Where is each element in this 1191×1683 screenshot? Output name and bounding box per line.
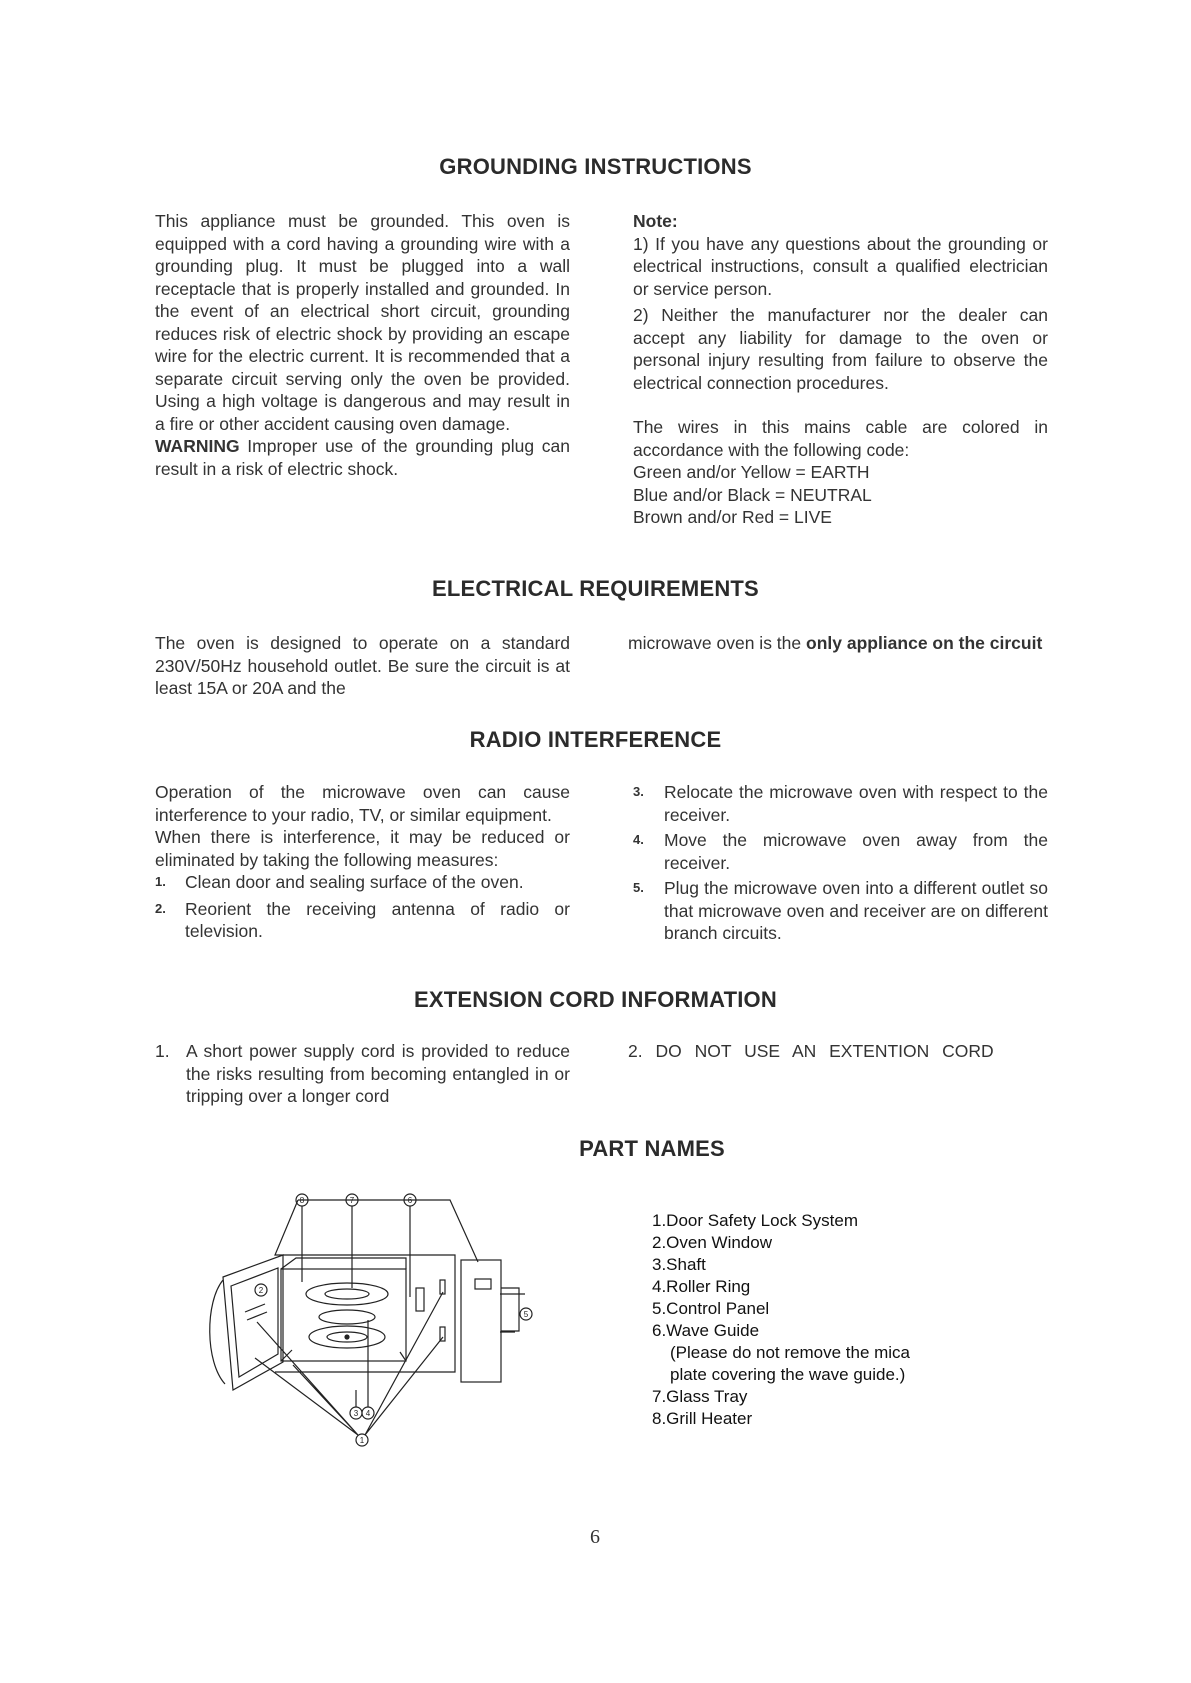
extension-right — [628, 1040, 1043, 1063]
radio-right — [633, 781, 1048, 945]
grounding-heading: GROUNDING INSTRUCTIONS — [439, 154, 752, 179]
measure-item: 5. Plug the microwave oven into a different outlet so that microwave oven and receiver are on different branch circuits. — [633, 878, 1048, 943]
extension-item: 1. A short power supply cord is provided to reduce the risks resulting from becoming entangled in or tripping over a longer cord — [155, 1041, 570, 1106]
electrical-left — [155, 632, 570, 700]
note-1: 1) If you have any questions about the grounding or electrical instructions, consult a qualified electrician or service person. — [633, 233, 1048, 299]
electrical-text-cont: microwave oven is the — [628, 633, 806, 653]
grounding-body: This appliance must be grounded. This oven is equipped with a cord having a grounding wire with a grounding plug. It must be plugged into a wall receptacle that is properly installed and grounded. In the event of an electrical short circuit, grounding reduces risk of electric shock by providing an escape wire for the electric current. It is recommended that a separate circuit serving only the oven be provided. Using a high voltage is dangerous and may result in a fire or other accident causing oven damage. — [155, 211, 570, 434]
radio-intro-2: When there is interference, it may be reduced or eliminated by taking the following measures: — [155, 827, 570, 870]
warning-label: WARNING — [155, 436, 240, 456]
electrical-text: The oven is designed to operate on a standard 230V/50Hz household outlet. Be sure the circuit is at least 15A or 20A and the — [155, 633, 570, 698]
callout-label: 7 — [349, 1196, 355, 1205]
measure-item: 2. Reorient the receiving antenna of radio or television. — [155, 898, 570, 941]
extension-item: 2. DO NOT USE AN EXTENTION CORD — [628, 1041, 994, 1061]
callout-label: 1 — [359, 1436, 365, 1445]
wire-code-neutral: Blue and/or Black = NEUTRAL — [633, 484, 872, 505]
part-item: 5.Control Panel — [652, 1299, 770, 1318]
grounding-right-column — [633, 210, 1048, 529]
warning-text: Improper use of the grounding plug can result in a risk of electric shock. — [155, 436, 570, 479]
electrical-bold: only appliance on the circuit — [806, 633, 1043, 653]
part-names-list — [652, 1210, 910, 1430]
callout-label: 3 — [353, 1409, 359, 1418]
extension-left — [155, 1040, 570, 1108]
radio-intro-1: Operation of the microwave oven can cause interference to your radio, TV, or similar equipment. — [155, 782, 570, 825]
callout-label: 4 — [365, 1409, 371, 1418]
extension-heading: EXTENSION CORD INFORMATION — [414, 987, 777, 1012]
measure-item: 4. Move the microwave oven away from the receiver. — [633, 830, 1048, 873]
grounding-warning — [155, 435, 570, 480]
radio-heading: RADIO INTERFERENCE — [469, 727, 722, 752]
note-label: Note: — [633, 211, 678, 231]
part-item: 4.Roller Ring — [652, 1277, 751, 1296]
part-names-heading: PART NAMES — [579, 1136, 725, 1161]
roller-ring — [319, 1310, 375, 1324]
part-item-note: (Please do not remove the mica — [670, 1343, 911, 1362]
oven-door — [223, 1255, 283, 1390]
page-number: 6 — [590, 1526, 600, 1548]
measure-item: 3. Relocate the microwave oven with respect to the receiver. — [633, 782, 1048, 825]
oven-top-edge — [298, 1200, 478, 1262]
part-item: 7.Glass Tray — [652, 1387, 748, 1406]
callout-label: 2 — [258, 1286, 264, 1295]
part-item: 6.Wave Guide — [652, 1321, 760, 1340]
grounding-left-column — [155, 210, 570, 480]
electrical-heading: ELECTRICAL REQUIREMENTS — [432, 576, 759, 601]
wire-code-earth: Green and/or Yellow = EARTH — [633, 462, 870, 482]
measure-item: 1. Clean door and sealing surface of the oven. — [155, 872, 524, 892]
wire-code-live: Brown and/or Red = LIVE — [633, 507, 832, 527]
callout-label: 5 — [523, 1310, 529, 1319]
part-item-note: plate covering the wave guide.) — [670, 1365, 906, 1384]
callout-label: 8 — [299, 1196, 305, 1205]
electrical-right — [628, 632, 1043, 655]
microwave-diagram — [195, 1162, 555, 1452]
part-item: 2.Oven Window — [652, 1233, 772, 1252]
note-2: 2) Neither the manufacturer nor the dealer can accept any liability for damage to the oven or personal injury resulting from failure to observe the electrical connection procedures. — [633, 305, 1048, 393]
control-panel — [461, 1260, 501, 1382]
wires-intro: The wires in this mains cable are colored in accordance with the following code: — [633, 417, 1048, 460]
glass-tray — [306, 1283, 388, 1305]
part-item: 3.Shaft — [652, 1255, 706, 1274]
part-item: 8.Grill Heater — [652, 1409, 753, 1428]
radio-left — [155, 781, 570, 943]
part-item: 1.Door Safety Lock System — [652, 1211, 858, 1230]
callout-label: 6 — [407, 1196, 413, 1205]
